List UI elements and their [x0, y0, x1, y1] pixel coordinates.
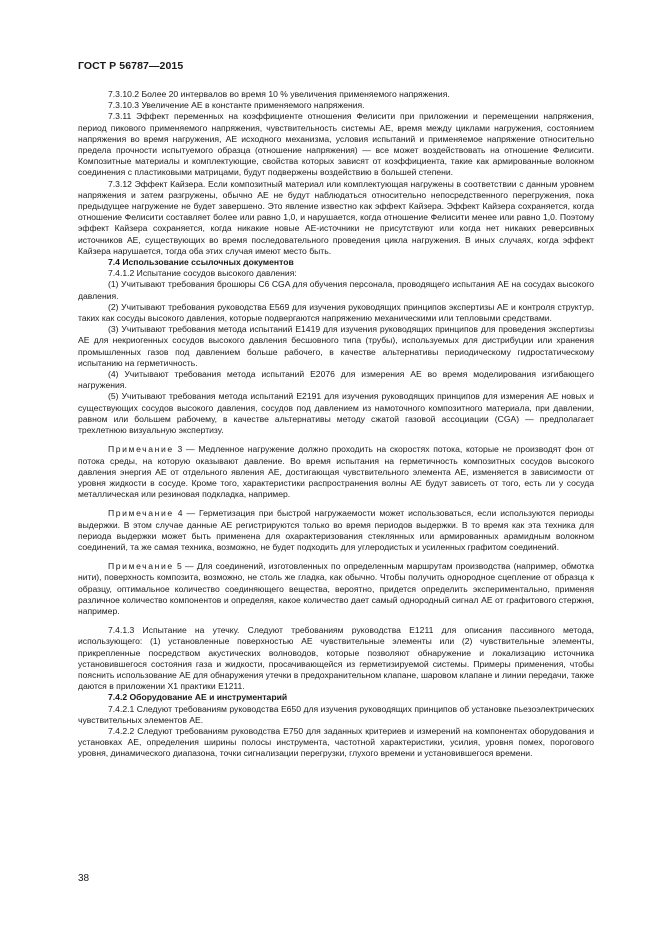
body-paragraph: 7.4.2.1 Следуют требованиям руководства Е650 для изучения руководящих принципов об установке пьезоэлектрических чувствительных элементов АЕ. — [78, 703, 594, 725]
note-label: Примечание — [108, 444, 174, 455]
note-paragraph — [78, 561, 594, 617]
note-text: 5 — Для соединений, изготовленных по определенным маршрутам производства (например, обмотка нити), поверхность композита, возможно, не столь же гладка, как обычно. Чтобы получить однородное сцепление от образца к образцу, оптимальное количество соединяющего вещества, вероятно, придется определить экспериментально, применяя различное количество компонентов и определяя, какое количество дает самый однородный сигнал АЕ от графитового стержня, например. — [78, 561, 594, 616]
body-paragraph: 7.3.12 Эффект Кайзера. Если композитный материал или комплектующая нагружены в соответствии с данным уровнем напряжения и затем разгружены, обычно АЕ не будут наблюдаться относительно непосредственного перегружения, пока предыдущее нагружение не будет завершено. Это явление известно как эффект Кайзера. Эффект Кайзера сохраняется, когда отношение Фелисити составляет более или равно 1,0, и нарушается, когда отношение Фелисити менее или равно 1,0. Поэтому эффект Кайзера сохраняется, когда никакие новые АЕ-источники не присутствуют или когда нет никаких реверсивных источников АЕ, существующих во время последовательного проведения цикла нагружения. В иных случаях, когда эффект Кайзера нарушается, тогда оба этих случая имеют место быть. — [78, 178, 594, 256]
body-paragraph: 7.3.10.2 Более 20 интервалов во время 10 % увеличения применяемого напряжения. — [108, 89, 450, 99]
body-paragraph: 7.3.11 Эффект переменных на коэффициенте отношения Фелисити при приложении и перемещении напряжения, период пикового применяемого напряжения, чувствительность системы АЕ, время между циклами нагружения, состоянием напряжения во время нагружения, АЕ исходного механизма, условия испытаний и применяемое напряжение относительно предела прочности испытуемого образца (отношение напряжения) — все может воздействовать на отношение Фелисити. Композитные материалы и комплектующие, свойства которых зависят от коэффициента, такие как армированные волокном соединения с пластиковыми матрицами, будут подвержены воздействию в большей степени. — [78, 111, 594, 178]
section-heading: 7.4 Использование ссылочных документов — [108, 257, 294, 268]
body-paragraph: (3) Учитывают требования метода испытаний Е1419 для изучения руководящих принципов для проведения экспертизы АЕ для некриогенных сосудов высокого давления бесшовного типа (трубы), используемых для дистрибуции или хранения промышленных газов под давлением больше рабочего, в качестве альтернативы периодическому гидростатическому испытанию на герметичность. — [78, 324, 594, 368]
body-paragraph: (1) Учитывают требования брошюры С6 CGA для обучения персонала, проводящего испытания АЕ на сосудах высокого давления. — [78, 279, 594, 301]
note-paragraph — [78, 508, 594, 553]
body-paragraph: 7.4.1.3 Испытание на утечку. Следуют требованиям руководства Е1211 для описания пассивного метода, использующего: (1) установленные поверхностью АЕ чувствительные элементы или (2) чувствительные элементы, прикрепленные посредством акустических волноводов, которые позволяют обнаружение и локализацию источника установившегося состояния газа и жидкости, просачивающейся из герметизируемой системы. Примеры применения, чтобы пояснить использование АЕ для обнаружения утечки в предохранительном клапане, шаровом клапане и линии передачи, также даются в приложении Х1 практики Е1211. — [78, 625, 594, 692]
body-paragraph: (2) Учитывают требования руководства Е569 для изучения руководящих принципов экспертизы АЕ и контроля структур, таких как сосуды высокого давления, которые подвергаются напряжению механическими или тепловыми средствами. — [78, 301, 594, 324]
document-header: ГОСТ Р 56787—2015 — [78, 60, 184, 72]
body-paragraph: 7.4.1.2 Испытание сосудов высокого давления: — [108, 268, 297, 279]
document-body — [78, 89, 594, 760]
body-paragraph: 7.3.10.3 Увеличение АЕ в константе применяемого напряжения. — [108, 100, 365, 111]
page-number: 38 — [78, 873, 90, 884]
note-text: 3 — Медленное нагружение должно проходить на скоростях потока, которые не производят фон от потока среды, на которую оказывают давление. Во время испытания на герметичность композитных сосудов высокого давления энергия АЕ от отдельного явления АЕ, достигающая чувствительного элемента АЕ, изменяется в зависимости от уровня жидкости в сосуде. Кроме того, характеристики распространения волны АЕ будут зависеть от того, есть ли у сосуда металлическая или резиновая подкладка, например. — [78, 444, 594, 500]
body-paragraph: (4) Учитывают требования метода испытаний Е2076 для измерения АЕ во время моделирования изгибающего нагружения. — [78, 369, 594, 391]
body-paragraph: (5) Учитывают требования метода испытаний Е2191 для изучения руководящих принципов для измерения АЕ новых и существующих сосудов высокого давления, сосудов под давлением из намоточного композитного материала, при давлении, равном или большем рабочему, в качестве альтернативы методу сжатой газовой ассоциации (CGA) — предполагает трехлетнюю визуальную экспертизу. — [78, 391, 594, 436]
body-paragraph: 7.4.2.2 Следуют требованиям руководства Е750 для заданных критериев и измерений на компонентах оборудования и установках АЕ, определения ширины полосы инструмента, частотной характеристики, усилия, уровня помех, порогового уровня, динамического диапазона, точки сигнализации перегрузки, глухого времени и установившегося времени. — [78, 725, 594, 759]
note-paragraph — [78, 444, 594, 500]
note-text: 4 — Герметизация при быстрой нагружаемости может использоваться, если используются периоды выдержки. В этом случае данные АЕ регистрируются только во время периодов выдержки. В то время как эта техника для периода выдержки может быть применена для охарактеризования стеклянных или армированных арамидным волокном соединений, та же самая техника, возможно, не будет подходить для углеродистых и усиленных графитом соединений. — [78, 508, 594, 552]
note-label: Примечание — [108, 508, 174, 519]
note-label: Примечание — [108, 561, 174, 572]
section-heading: 7.4.2 Оборудование АЕ и инструментарий — [108, 692, 288, 703]
